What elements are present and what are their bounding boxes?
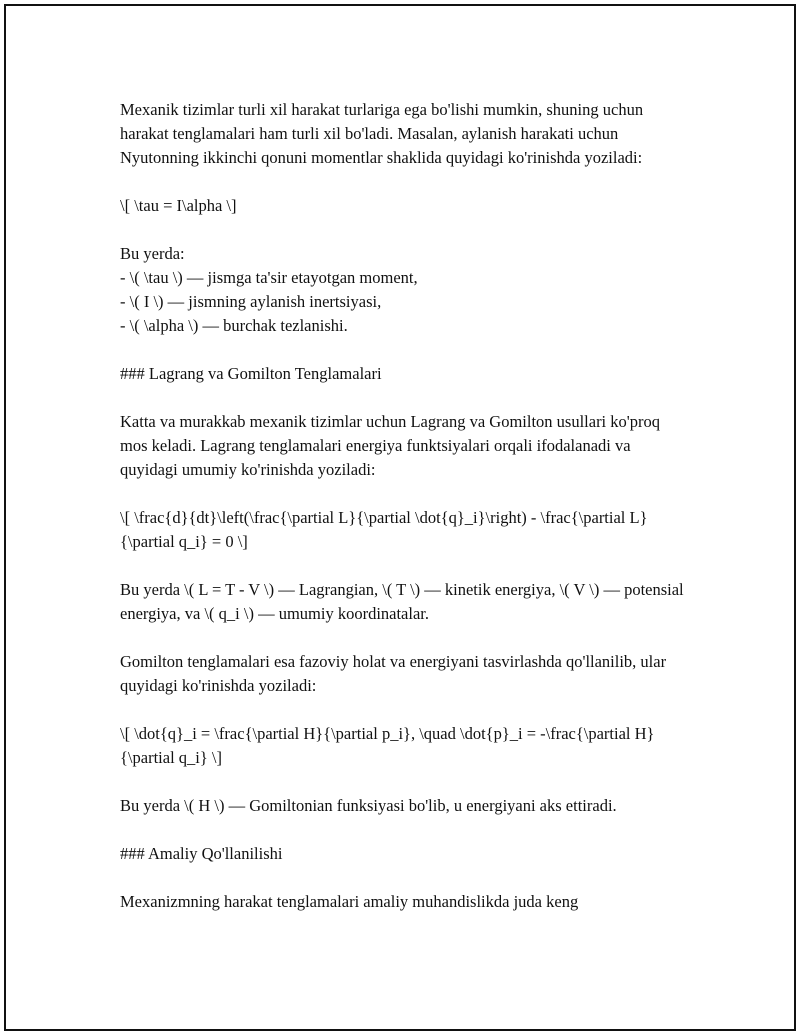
paragraph-lagrangian-def: Bu yerda \( L = T - V \) — Lagrangian, \( T \) — kinetik energiya, \( V \) — potensial energiya, va \( q_i \) — umumiy koordinatalar. bbox=[120, 580, 684, 623]
list-item: - \( \tau \) — jismga ta'sir etayotgan moment, bbox=[120, 268, 418, 287]
equation-torque: \[ \tau = I\alpha \] bbox=[120, 196, 237, 215]
heading-lagrang-gomilton: ### Lagrang va Gomilton Tenglamalari bbox=[120, 364, 382, 383]
paragraph-lagrang: Katta va murakkab mexanik tizimlar uchun Lagrang va Gomilton usullari ko'proq mos keladi. Lagrang tenglamalari energiya funktsiyalari orqali ifodalanadi va quyidagi umumiy ko'rinishda yoziladi: bbox=[120, 412, 660, 479]
label-bu-yerda: Bu yerda: bbox=[120, 244, 185, 263]
equation-hamilton: \[ \dot{q}_i = \frac{\partial H}{\partial p_i}, \quad \dot{p}_i = -\frac{\partial H}{\partial q_i} \] bbox=[120, 724, 655, 767]
heading-amaliy: ### Amaliy Qo'llanilishi bbox=[120, 844, 283, 863]
paragraph-gomilton: Gomilton tenglamalari esa fazoviy holat va energiyani tasvirlashda qo'llanilib, ular quyidagi ko'rinishda yoziladi: bbox=[120, 652, 667, 695]
list-item: - \( I \) — jismning aylanish inertsiyasi, bbox=[120, 292, 382, 311]
definition-list bbox=[120, 266, 690, 338]
list-item: - \( \alpha \) — burchak tezlanishi. bbox=[120, 316, 348, 335]
document-body bbox=[120, 98, 690, 938]
paragraph-hamiltonian-def: Bu yerda \( H \) — Gomiltonian funksiyasi bo'lib, u energiyani aks ettiradi. bbox=[120, 796, 617, 815]
page-frame bbox=[4, 4, 796, 1031]
equation-lagrange: \[ \frac{d}{dt}\left(\frac{\partial L}{\partial \dot{q}_i}\right) - \frac{\partial L}{\partial q_i} = 0 \] bbox=[120, 508, 648, 551]
paragraph-intro: Mexanik tizimlar turli xil harakat turlariga ega bo'lishi mumkin, shuning uchun harakat tenglamalari ham turli xil bo'ladi. Masalan, aylanish harakati uchun Nyutonning ikkinchi qonuni momentlar shaklida quyidagi ko'rinishda yoziladi: bbox=[120, 100, 644, 167]
paragraph-amaliy: Mexanizmning harakat tenglamalari amaliy muhandislikda juda keng bbox=[120, 892, 579, 911]
